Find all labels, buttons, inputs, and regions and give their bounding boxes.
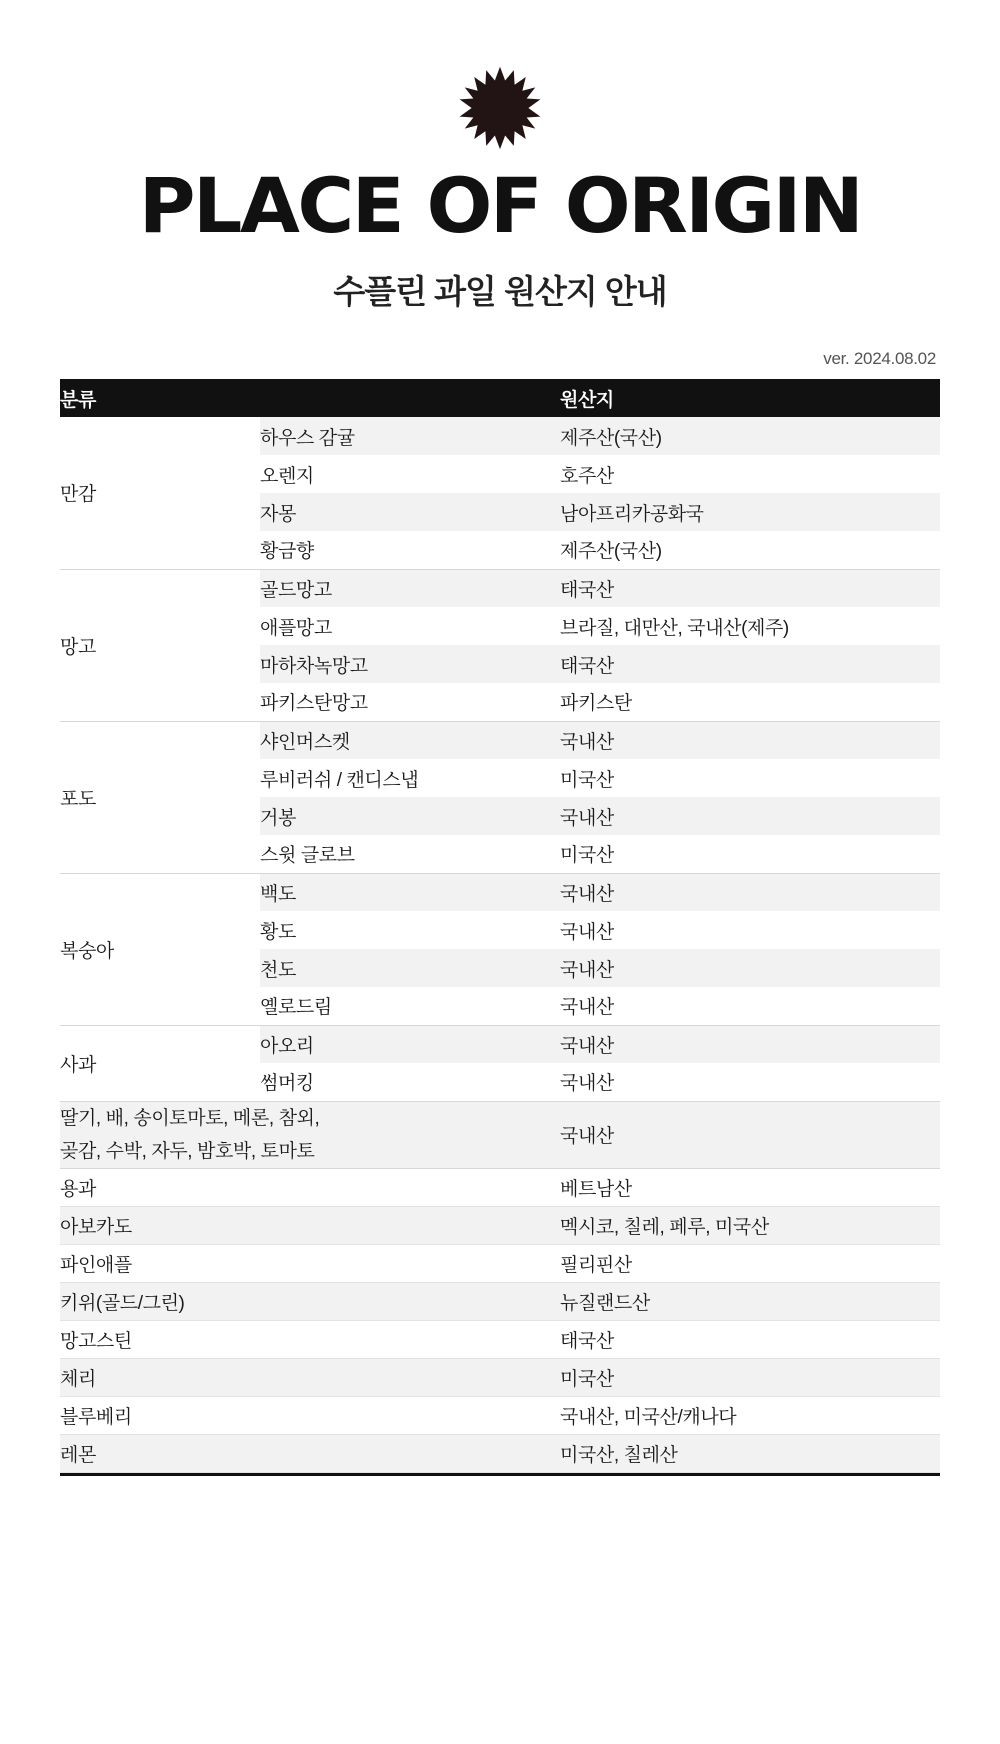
origin-cell: 미국산 — [560, 835, 940, 873]
item-cell: 황도 — [260, 911, 560, 949]
item-cell: 샤인머스켓 — [260, 721, 560, 759]
origin-cell: 국내산 — [560, 987, 940, 1025]
table-row — [60, 569, 940, 607]
category-cell: 복숭아 — [60, 873, 260, 1025]
item-cell: 루비러쉬 / 캔디스냅 — [260, 759, 560, 797]
category-cell: 체리 — [60, 1359, 560, 1397]
table-row — [60, 721, 940, 759]
origin-cell: 남아프리카공화국 — [560, 493, 940, 531]
origin-cell: 국내산 — [560, 911, 940, 949]
page-subtitle: 수플린 과일 원산지 안내 — [333, 273, 667, 310]
table-row — [60, 1245, 940, 1283]
category-cell: 만감 — [60, 417, 260, 569]
category-cell: 파인애플 — [60, 1245, 560, 1283]
origin-cell: 태국산 — [560, 645, 940, 683]
origin-table — [60, 379, 940, 1473]
origin-cell: 국내산 — [560, 721, 940, 759]
origin-cell: 국내산 — [560, 1025, 940, 1063]
origin-cell: 브라질, 대만산, 국내산(제주) — [560, 607, 940, 645]
category-cell: 블루베리 — [60, 1397, 560, 1435]
item-cell: 마하차녹망고 — [260, 645, 560, 683]
origin-cell: 국내산 — [560, 797, 940, 835]
origin-cell: 국내산 — [560, 873, 940, 911]
origin-cell: 국내산, 미국산/캐나다 — [560, 1397, 940, 1435]
document-header — [60, 0, 940, 313]
starburst-icon — [457, 65, 543, 151]
table-row — [60, 1321, 940, 1359]
category-cell: 망고 — [60, 569, 260, 721]
origin-cell: 국내산 — [560, 1101, 940, 1169]
origin-cell: 태국산 — [560, 569, 940, 607]
item-cell: 스윗 글로브 — [260, 835, 560, 873]
table-row — [60, 1283, 940, 1321]
category-cell: 포도 — [60, 721, 260, 873]
origin-cell: 제주산(국산) — [560, 531, 940, 569]
item-cell: 오렌지 — [260, 455, 560, 493]
starburst-icon-wrap — [60, 62, 940, 154]
column-header-category: 분류 — [60, 379, 560, 417]
category-cell: 사과 — [60, 1025, 260, 1101]
origin-cell: 필리핀산 — [560, 1245, 940, 1283]
table-row — [60, 1397, 940, 1435]
origin-cell: 파키스탄 — [560, 683, 940, 721]
origin-cell: 베트남산 — [560, 1169, 940, 1207]
category-cell: 용과 — [60, 1169, 560, 1207]
table-row — [60, 1169, 940, 1207]
item-cell: 옐로드림 — [260, 987, 560, 1025]
origin-cell: 멕시코, 칠레, 페루, 미국산 — [560, 1207, 940, 1245]
category-cell: 레몬 — [60, 1435, 560, 1473]
item-cell: 거봉 — [260, 797, 560, 835]
table-row — [60, 1435, 940, 1473]
version-label: ver. 2024.08.02 — [823, 349, 936, 368]
origin-cell: 미국산, 칠레산 — [560, 1435, 940, 1473]
origin-cell: 호주산 — [560, 455, 940, 493]
category-line-2: 곶감, 수박, 자두, 밤호박, 토마토 — [60, 1140, 315, 1162]
origin-cell: 국내산 — [560, 1063, 940, 1101]
category-line-1: 딸기, 배, 송이토마토, 메론, 참외, — [60, 1107, 320, 1129]
origin-cell: 미국산 — [560, 759, 940, 797]
item-cell: 천도 — [260, 949, 560, 987]
origin-cell: 미국산 — [560, 1359, 940, 1397]
item-cell: 하우스 감귤 — [260, 417, 560, 455]
item-cell: 아오리 — [260, 1025, 560, 1063]
origin-cell: 국내산 — [560, 949, 940, 987]
page-title: PLACE OF ORIGIN — [138, 161, 862, 250]
item-cell: 썸머킹 — [260, 1063, 560, 1101]
item-cell: 백도 — [260, 873, 560, 911]
category-cell: 망고스틴 — [60, 1321, 560, 1359]
table-row — [60, 1025, 940, 1063]
item-cell: 파키스탄망고 — [260, 683, 560, 721]
item-cell: 자몽 — [260, 493, 560, 531]
table-row — [60, 1359, 940, 1397]
table-row-wide — [60, 1101, 940, 1169]
item-cell: 골드망고 — [260, 569, 560, 607]
origin-cell: 제주산(국산) — [560, 417, 940, 455]
table-row — [60, 873, 940, 911]
item-cell: 애플망고 — [260, 607, 560, 645]
category-cell: 키위(골드/그린) — [60, 1283, 560, 1321]
table-row — [60, 417, 940, 455]
table-row — [60, 1207, 940, 1245]
category-cell: 아보카도 — [60, 1207, 560, 1245]
origin-cell: 태국산 — [560, 1321, 940, 1359]
column-header-origin: 원산지 — [560, 379, 940, 417]
item-cell: 황금향 — [260, 531, 560, 569]
table-header-row — [60, 379, 940, 417]
origin-cell: 뉴질랜드산 — [560, 1283, 940, 1321]
table-bottom-rule — [60, 1473, 940, 1476]
category-cell-multi — [60, 1101, 560, 1169]
